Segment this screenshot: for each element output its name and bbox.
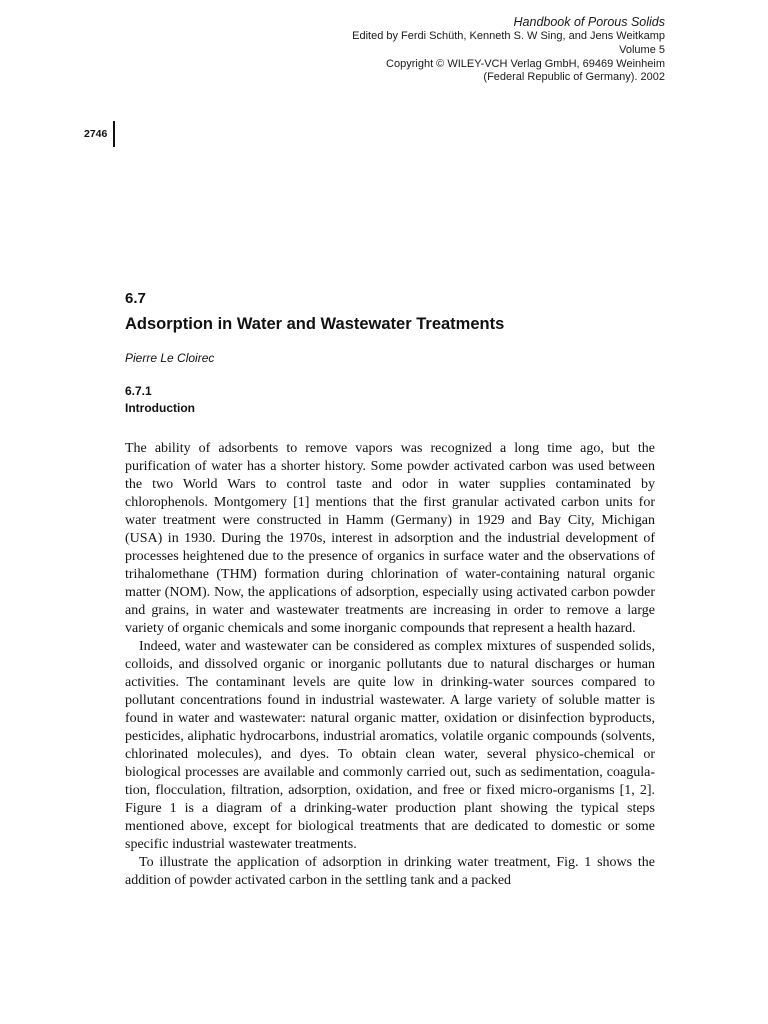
country-year-line: (Federal Republic of Germany). 2002 [483,71,665,84]
subsection-title: Introduction [125,401,195,415]
paragraph: The ability of adsorbents to remove vapors was recognized a long time ago, but the purification of water has a shorter history. Some powder activated carbon was used between the two World Wars to control taste and odor in water supplies contaminated by chlorophenols. Montgomery [1] mentions that the first granular activated carbon units for water treatment were constructed in Hamm (Germany) in 1929 and Bay City, Michigan (USA) in 1930. During the 1970s, interest in adsorption and the industrial development of processes heightened due to the presence of organics in surface water and the observations of trihalomethane (THM) formation during chlorination of water-containing natural organic matter (NOM). Now, the applications of adsorption, especially using activated carbon powder and grains, in water and wastewater treatments are increasing in order to remove a large variety of organic chemicals and some inorganic compounds that represent a health hazard. [125,441,655,636]
page-number: 2746 [84,128,108,140]
paragraph: Indeed, water and wastewater can be considered as complex mixtures of suspended solids, colloids, and dissolved organic or inorganic pollutants due to natural discharges or human activities. The contaminant levels are quite low in drinking-water sources compared to pollutant concentrations found in industrial wastewater. A large variety of soluble matter is found in water and wastewater: natural organic matter, oxidation or disinfection byproducts, pesticides, aliphatic hydrocarbons, industrial aromatics, volatile organic compounds (solvents, chlorinated molecules), and dyes. To obtain clean water, several physico-chemical or biological processes are available and commonly carried out, such as sedimentation, coagulation, flocculation, filtration, adsorption, oxidation, and free or fixed micro-organisms [1, 2]. Figure 1 is a diagram of a drinking-water production plant showing the typical steps mentioned above, except for biological treatments that are dedicated to domestic or some specific industrial wastewater treatments. [125,639,655,852]
body-text [125,440,655,890]
author-name: Pierre Le Cloirec [125,351,215,365]
subsection-number: 6.7.1 [125,384,152,398]
section-number: 6.7 [125,290,146,307]
paragraph: To illustrate the application of adsorption in drinking water treatment, Fig. 1 shows the addition of powder activated carbon in the settling tank and a packed [125,855,655,888]
page-number-rule [113,121,115,147]
book-title: Handbook of Porous Solids [513,15,665,29]
publication-header [245,15,665,85]
volume-line: Volume 5 [619,43,665,56]
copyright-line: Copyright © WILEY-VCH Verlag GmbH, 69469 Weinheim [386,57,665,70]
section-heading-block [125,290,665,416]
section-title: Adsorption in Water and Wastewater Treatments [125,315,505,333]
editors-line: Edited by Ferdi Schüth, Kenneth S. W Sing, and Jens Weitkamp [352,30,665,42]
